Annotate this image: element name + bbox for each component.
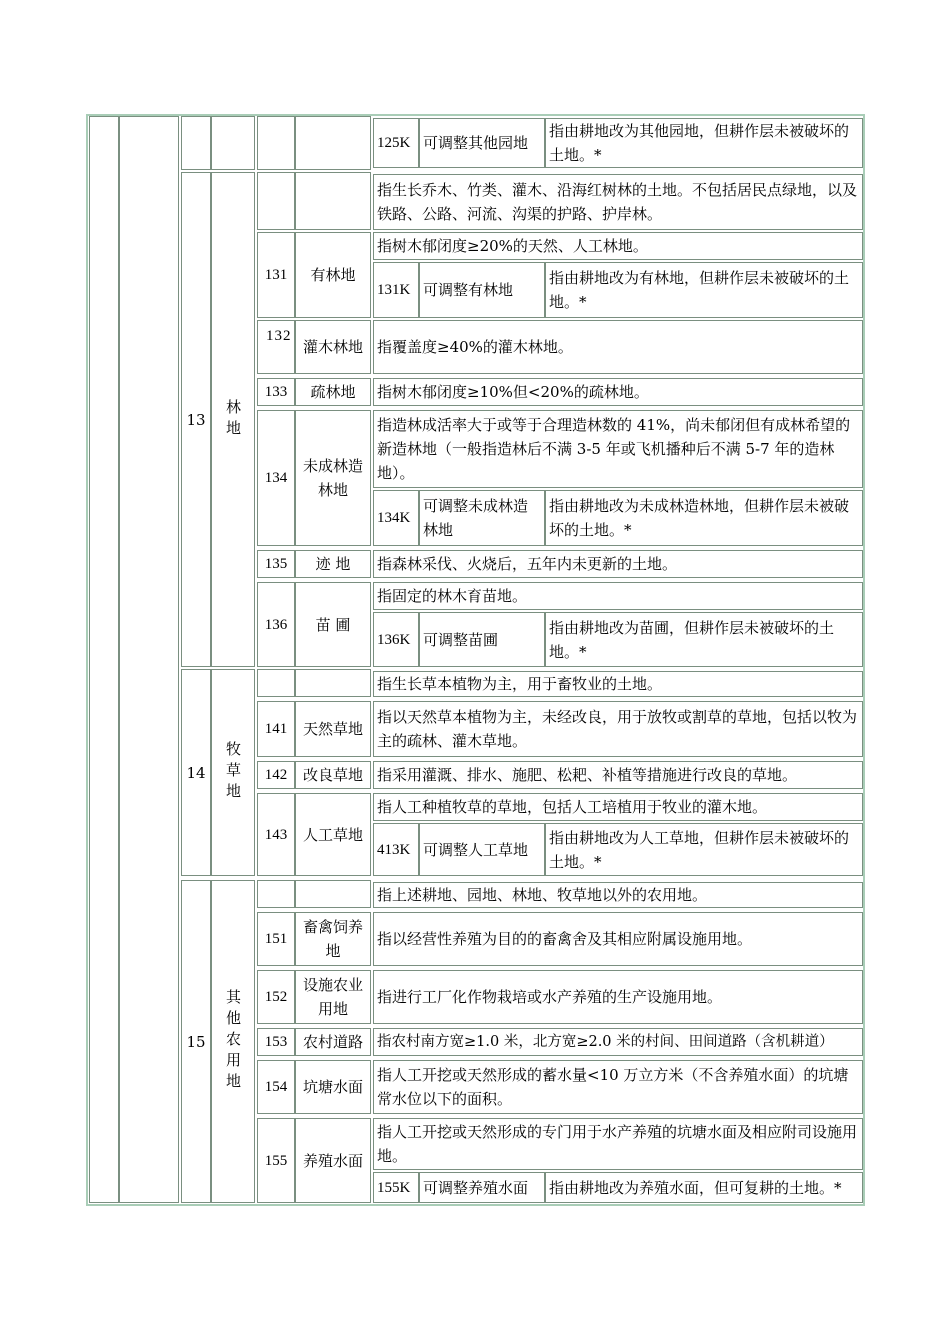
table-cell-empty — [295, 880, 371, 908]
description-cell: 指生长乔木、竹类、灌木、沿海红树林的土地。不包括居民点绿地，以及铁路、公路、河流、沟渠的护路、护岸林。 — [373, 174, 863, 230]
description-cell: 指人工开挖或天然形成的蓄水量<10 万立方米（不含养殖水面）的坑塘常水位以下的面积。 — [373, 1060, 863, 1114]
table-cell-empty — [211, 116, 255, 170]
code-cell: 142 — [257, 761, 295, 789]
code-cell: 136 — [257, 582, 295, 667]
group-name-cell: 牧草地 — [211, 669, 255, 876]
table-outer-column-1 — [89, 116, 119, 1203]
code-cell: 132 — [257, 320, 295, 374]
table-cell-empty — [181, 116, 211, 170]
subname-cell: 可调整未成林造林地 — [419, 490, 545, 546]
description-cell: 指采用灌溉、排水、施肥、松耙、补植等措施进行改良的草地。 — [373, 761, 863, 789]
table-cell-empty — [295, 172, 371, 230]
name-cell: 未成林造林地 — [295, 410, 371, 546]
group-code-cell: 14 — [181, 669, 211, 876]
table-cell-empty — [295, 669, 371, 697]
description-cell: 指上述耕地、园地、林地、牧草地以外的农用地。 — [373, 882, 863, 908]
description-cell: 指由耕地改为养殖水面，但可复耕的土地。* — [545, 1172, 863, 1203]
name-cell: 改良草地 — [295, 761, 371, 789]
code-cell: 141 — [257, 701, 295, 757]
name-cell: 疏林地 — [295, 378, 371, 406]
code-cell: 155 — [257, 1118, 295, 1203]
description-cell: 指人工开挖或天然形成的专门用于水产养殖的坑塘水面及相应附司设施用地。 — [373, 1118, 863, 1170]
group-code-cell: 13 — [181, 172, 211, 667]
subcode-cell: 155K — [373, 1172, 419, 1203]
name-cell: 迹 地 — [295, 550, 371, 578]
name-cell: 天然草地 — [295, 701, 371, 757]
subcode-cell: 131K — [373, 262, 419, 318]
description-cell: 指树木郁闭度≥10%但<20%的疏林地。 — [373, 378, 863, 406]
table-outer-column-2 — [119, 116, 179, 1203]
code-cell: 131 — [257, 232, 295, 318]
subname-cell: 可调整其他园地 — [419, 118, 545, 168]
name-cell: 坑塘水面 — [295, 1060, 371, 1114]
group-name-cell: 林地 — [211, 172, 255, 667]
table-cell-empty — [257, 669, 295, 697]
description-cell: 指人工种植牧草的草地，包括人工培植用于牧业的灌木地。 — [373, 793, 863, 821]
table-cell-empty — [257, 880, 295, 908]
table-cell-empty — [295, 116, 371, 170]
description-cell: 指造林成活率大于或等于合理造林数的 41%，尚未郁闭但有成林希望的新造林地（一般指造林后不满 3-5 年或飞机播种后不满 5-7 年的造林地）。 — [373, 410, 863, 488]
name-cell: 农村道路 — [295, 1028, 371, 1056]
name-cell: 养殖水面 — [295, 1118, 371, 1203]
code-cell: 134 — [257, 410, 295, 546]
name-cell: 设施农业用地 — [295, 970, 371, 1024]
code-cell: 133 — [257, 378, 295, 406]
code-cell: 143 — [257, 793, 295, 876]
description-cell: 指以天然草本植物为主，未经改良，用于放牧或割草的草地，包括以牧为主的疏林、灌木草地。 — [373, 701, 863, 757]
subname-cell: 可调整人工草地 — [419, 823, 545, 876]
description-cell: 指树木郁闭度≥20%的天然、人工林地。 — [373, 232, 863, 260]
description-cell: 指覆盖度≥40%的灌木林地。 — [373, 320, 863, 374]
description-cell: 指由耕地改为未成林造林地，但耕作层未被破坏的土地。* — [545, 490, 863, 546]
code-cell: 135 — [257, 550, 295, 578]
description-cell: 指以经营性养殖为目的的畜禽舍及其相应附属设施用地。 — [373, 912, 863, 966]
description-cell: 指由耕地改为有林地，但耕作层未被破坏的土地。* — [545, 262, 863, 318]
subname-cell: 可调整苗圃 — [419, 612, 545, 667]
code-cell: 154 — [257, 1060, 295, 1114]
name-cell: 有林地 — [295, 232, 371, 318]
description-cell: 指农村南方宽≥1.0 米，北方宽≥2.0 米的村间、田间道路（含机耕道） — [373, 1028, 863, 1056]
code-cell: 153 — [257, 1028, 295, 1056]
description-cell: 指森林采伐、火烧后，五年内未更新的土地。 — [373, 550, 863, 578]
table-cell-empty — [257, 116, 295, 170]
subcode-cell: 125K — [373, 118, 419, 168]
subcode-cell: 413K — [373, 823, 419, 876]
code-cell: 151 — [257, 912, 295, 966]
description-cell: 指由耕地改为人工草地，但耕作层未被破坏的土地。* — [545, 823, 863, 876]
subcode-cell: 136K — [373, 612, 419, 667]
table-cell-empty — [257, 172, 295, 230]
subname-cell: 可调整有林地 — [419, 262, 545, 318]
description-cell: 指进行工厂化作物栽培或水产养殖的生产设施用地。 — [373, 970, 863, 1024]
group-code-cell: 15 — [181, 880, 211, 1203]
description-cell: 指由耕地改为其他园地，但耕作层未被破坏的土地。* — [545, 118, 863, 168]
description-cell: 指固定的林木育苗地。 — [373, 582, 863, 610]
description-cell: 指生长草本植物为主，用于畜牧业的土地。 — [373, 671, 863, 697]
name-cell: 人工草地 — [295, 793, 371, 876]
name-cell: 畜禽饲养地 — [295, 912, 371, 966]
code-cell: 152 — [257, 970, 295, 1024]
subname-cell: 可调整养殖水面 — [419, 1172, 545, 1203]
subcode-cell: 134K — [373, 490, 419, 546]
description-cell: 指由耕地改为苗圃，但耕作层未被破坏的土地。* — [545, 612, 863, 667]
group-name-cell: 其他农用地 — [211, 880, 255, 1203]
name-cell: 灌木林地 — [295, 320, 371, 374]
name-cell: 苗 圃 — [295, 582, 371, 667]
